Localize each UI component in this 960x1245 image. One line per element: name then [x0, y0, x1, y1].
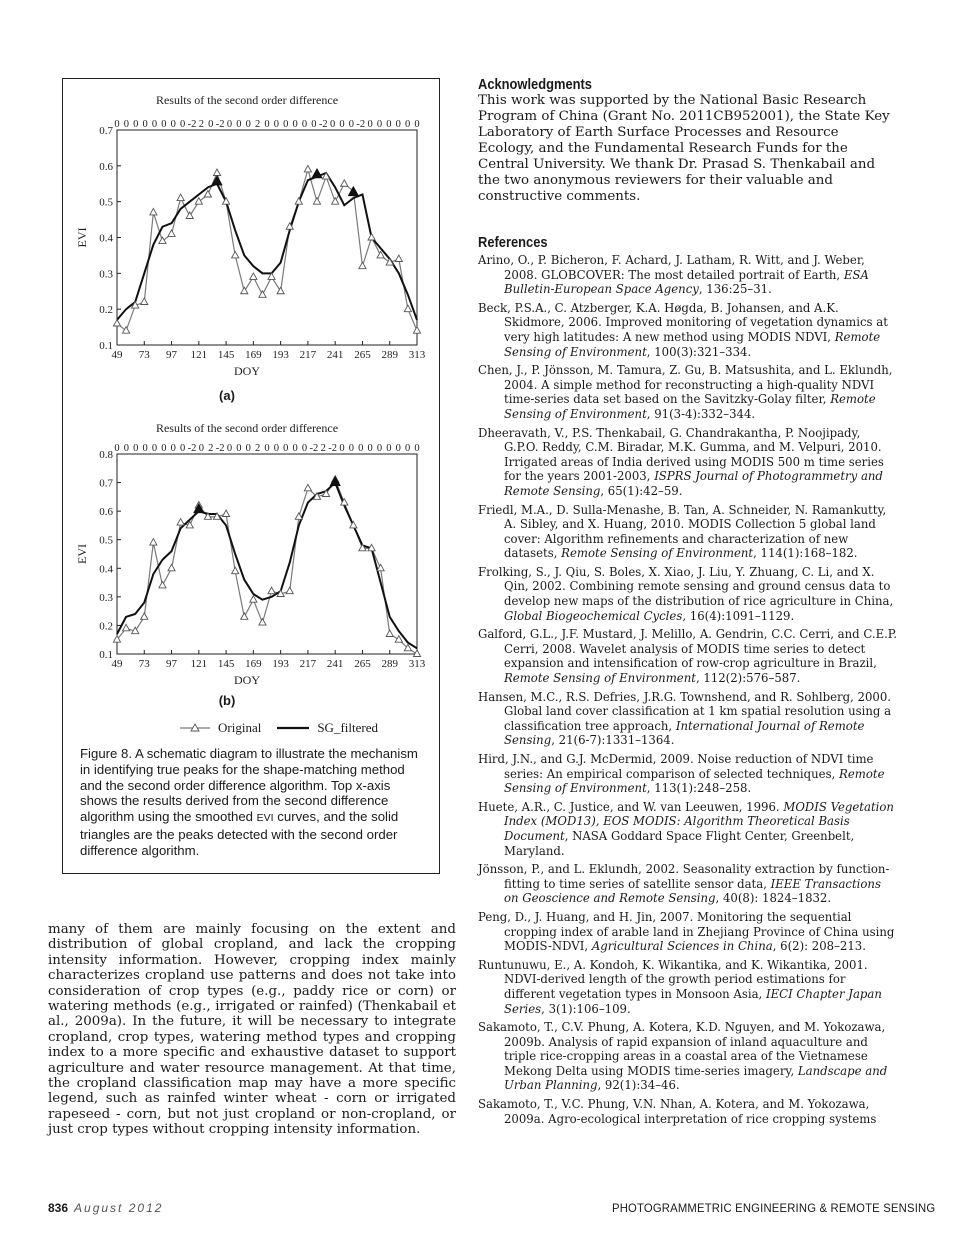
top-axis-label: 0 [395, 443, 401, 454]
top-axis-label: 0 [123, 119, 129, 130]
top-axis-label: 0 [245, 119, 251, 130]
reference-text: Runtunuwu, E., A. Kondoh, K. Wikantika, and K. Wikantika, 2001. NDVI-derived length of the growth period estimations for different vegetation types in Monsoon Asia, [478, 957, 868, 1001]
top-axis-label: 0 [170, 443, 176, 454]
chart-title: Results of the second order difference [155, 93, 339, 107]
x-tick-label: 241 [326, 658, 344, 670]
top-axis-label: 0 [236, 443, 242, 454]
panel-label-a: (a) [219, 388, 235, 403]
top-axis-label: -2 [215, 443, 225, 454]
original-point [159, 237, 166, 244]
top-axis-label: 0 [198, 443, 204, 454]
top-axis-label: 2 [320, 443, 326, 454]
original-point [359, 262, 366, 269]
top-axis-label: 0 [180, 119, 186, 130]
x-tick-label: 289 [381, 349, 398, 361]
x-tick-label: 265 [354, 658, 371, 670]
top-axis-label: 0 [376, 119, 383, 130]
y-tick-label: 0.8 [99, 449, 113, 461]
reference-volume: , 40(8): 1824–1832. [715, 891, 832, 906]
reference-item [478, 1097, 898, 1126]
top-axis-label: 0 [114, 119, 120, 130]
top-axis-label: 2 [198, 119, 204, 130]
reference-volume: , 6(2): 208–213. [772, 939, 866, 954]
reference-item [478, 862, 898, 906]
reference-text: Arino, O., P. Bicheron, F. Achard, J. Latham, R. Witt, and J. Weber, 2008. GLOBCOVER: The most detailed portrait of Earth, [478, 253, 865, 282]
top-axis-label: 0 [405, 443, 411, 454]
plot-frame [117, 454, 417, 654]
top-axis-label: 0 [414, 119, 420, 130]
reference-text: Huete, A.R., C. Justice, and W. van Leeuwen, 1996. [478, 799, 784, 814]
top-axis-label: 2 [208, 443, 214, 454]
reference-list [478, 253, 898, 1126]
x-tick-label: 49 [111, 658, 123, 670]
y-tick-label: 0.6 [99, 160, 113, 173]
x-tick-label: 241 [326, 349, 344, 361]
x-axis-label: DOY [234, 673, 260, 687]
original-point [295, 513, 302, 520]
top-axis-label: 0 [208, 119, 214, 130]
top-axis-label: -2 [187, 119, 197, 130]
top-axis-label: 0 [264, 119, 270, 130]
y-tick-label: 0.4 [99, 232, 113, 245]
top-axis-label: -2 [309, 443, 319, 454]
original-point [250, 273, 257, 280]
top-axis-label: 0 [405, 119, 411, 130]
reference-text: Hird, J.N., and G.J. McDermid, 2009. Noise reduction of NDVI time series: An empirical comparison of selected techniques, [478, 752, 874, 781]
x-tick-label: 193 [272, 349, 289, 361]
top-axis-label: 0 [142, 443, 148, 454]
original-point [259, 291, 266, 298]
reference-volume: , 112(2):576–587. [695, 671, 801, 686]
reference-journal: ESA Bulletin-European Space Agency [504, 267, 869, 297]
x-tick-label: 193 [272, 658, 289, 670]
chart-b-svg [72, 416, 432, 692]
x-tick-label: 97 [166, 658, 178, 670]
y-tick-label: 0.2 [99, 620, 113, 633]
reference-item [478, 690, 898, 748]
top-axis-label: 0 [161, 443, 167, 454]
original-point [286, 587, 293, 594]
reference-journal: Remote Sensing of Environment [504, 392, 876, 421]
series-sg-filtered-line [117, 173, 417, 320]
references-section [478, 234, 898, 1130]
top-axis-label: 0 [180, 443, 186, 454]
original-point [332, 198, 339, 205]
original-point [368, 234, 375, 241]
y-tick-label: 0.4 [99, 563, 113, 576]
original-point [141, 298, 148, 305]
original-point [395, 255, 402, 262]
legend-original-icon [180, 723, 210, 733]
x-tick-label: 121 [190, 349, 208, 361]
body-paragraph: many of them are mainly focusing on the extent and distribution of global cropland, and lack the cropping intensity information. However, cropping index mainly characterizes cropland use patterns and does not take into consideration of crop types (e.g., paddy rice or corn) or watering methods (e.g., irrigated or rainfed) (Thenkabail et al., 2009a). In the future, it will be necessary to integrate cropland, crop types, watering method types and cropping index to a more specific and exhaustive dataset to support agriculture and water resource management. At that time, the cropland classification map may have a more specific legend, such as rainfed winter wheat - corn or irrigated rapeseed - corn, but not just cropland or non-cropland, or just crop types without cropping intensity information. [48, 922, 456, 1138]
y-tick-label: 0.7 [99, 477, 113, 490]
series-sg-filtered-line [117, 483, 417, 649]
reference-journal: ISPRS Journal of Photogrammetry and Remote Sensing [504, 469, 883, 498]
top-axis-label: -2 [356, 119, 366, 130]
x-tick-label: 313 [408, 658, 426, 670]
x-tick-label: 313 [408, 349, 426, 361]
reference-text: Jönsson, P., and L. Eklundh, 2002. Seasonality extraction by function-fitting to time series of satellite sensor data, [478, 862, 890, 891]
y-tick-label: 0.3 [99, 591, 113, 604]
top-axis-label: 0 [386, 443, 392, 454]
reference-journal: Agricultural Sciences in China [591, 939, 773, 954]
original-point [150, 539, 157, 546]
reference-volume: , 21(6-7):1331–1364. [551, 733, 675, 748]
caption-evi: EVI [256, 812, 274, 825]
reference-journal: Global Biogeochemical Cycles [504, 608, 683, 623]
original-point [141, 613, 148, 620]
legend-sg-icon [277, 723, 309, 733]
original-point [122, 327, 129, 334]
chart-a [72, 88, 432, 388]
top-axis-label: 0 [358, 443, 364, 454]
top-axis-label: 0 [311, 119, 317, 130]
top-axis-label: -2 [215, 119, 225, 130]
reference-journal: International Journal of Remote Sensing [504, 718, 865, 748]
top-axis-label: 0 [367, 119, 373, 130]
top-axis-label: 0 [133, 119, 139, 130]
acknowledgments-heading: Acknowledgments [478, 76, 592, 93]
reference-text: Beck, P.S.A., C. Atzberger, K.A. Høgda, B. Johansen, and A.K. Skidmore, 2006. Improved monitoring of vegetation dynamics at very high latitudes: A new method using MODIS NDVI, [478, 300, 888, 344]
x-tick-label: 217 [299, 349, 317, 361]
chart-b [72, 416, 432, 692]
y-tick-label: 0.3 [99, 268, 113, 281]
top-axis-label: 0 [339, 443, 345, 454]
detected-peak [330, 477, 340, 486]
reference-journal: Remote Sensing of Environment [504, 766, 885, 796]
reference-item [478, 503, 898, 561]
reference-volume: , 136:25–31. [698, 282, 772, 297]
reference-volume: , 91(3-4):332–344. [646, 406, 756, 421]
top-axis-label: 0 [226, 119, 233, 130]
original-point [241, 613, 248, 620]
panel-label-b: (b) [218, 693, 236, 708]
chart-legend [180, 720, 378, 736]
top-axis-label: 0 [301, 119, 308, 130]
reference-item [478, 565, 898, 623]
original-point [204, 191, 211, 198]
original-point [404, 305, 411, 312]
y-tick-label: 0.1 [99, 649, 113, 661]
reference-text: Sakamoto, T., V.C. Phung, V.N. Nhan, A. Kotera, and M. Yokozawa, 2009a. Agro-ecological interpretation of rice cropping systems [478, 1097, 877, 1126]
original-point [268, 587, 275, 594]
top-axis-label: 0 [142, 119, 148, 130]
reference-volume: , 92(1):34–46. [597, 1078, 680, 1093]
original-point [259, 619, 266, 626]
reference-item [478, 426, 898, 499]
original-point [341, 180, 348, 187]
top-axis-label: 0 [339, 119, 345, 130]
reference-volume: , 114(1):168–182. [753, 546, 858, 561]
reference-journal: IECI Chapter Japan Series [504, 986, 882, 1016]
reference-text: Galford, G.L., J.F. Mustard, J. Melillo, A. Gendrin, C.C. Cerri, and C.E.P. Cerri, 2008. Wavelet analysis of MODIS time series to detect expansion and intensification of row-crop agriculture in Brazil, [478, 627, 898, 671]
y-axis-label: EVI [75, 227, 89, 248]
original-point [304, 165, 311, 172]
y-tick-label: 0.2 [99, 304, 113, 317]
original-point [122, 624, 129, 631]
original-point [395, 636, 402, 643]
x-tick-label: 145 [217, 349, 235, 361]
top-axis-label: 0 [123, 443, 129, 454]
original-point [150, 208, 157, 215]
reference-journal: IEEE Transactions on Geoscience and Remote Sensing [504, 876, 881, 906]
top-axis-label: 0 [273, 443, 279, 454]
x-tick-label: 49 [111, 349, 123, 361]
top-axis-label: 0 [151, 443, 158, 454]
x-tick-label: 169 [245, 658, 262, 670]
references-heading: References [478, 234, 548, 251]
x-tick-label: 145 [217, 658, 235, 670]
original-point [313, 198, 320, 205]
reference-item [478, 363, 898, 421]
top-axis-label: 0 [348, 119, 354, 130]
x-tick-label: 169 [245, 349, 262, 361]
top-axis-label: 0 [170, 119, 176, 130]
original-point [177, 519, 184, 526]
original-point [222, 510, 229, 517]
reference-volume: , 3(1):106–109. [541, 1001, 631, 1016]
reference-volume: , 113(1):248–258. [646, 781, 752, 796]
y-tick-label: 0.7 [99, 125, 113, 137]
series-original-line [117, 169, 417, 330]
original-point [350, 521, 357, 528]
reference-item [478, 958, 898, 1016]
reference-item [478, 1020, 898, 1093]
reference-text: Sakamoto, T., C.V. Phung, A. Kotera, K.D. Nguyen, and M. Yokozawa, 2009b. Analysis of rapid expansion of inland aquaculture and triple rice-cropping areas in a coastal area of the Vietnamese Mekong Delta using MODIS time-series imagery, [478, 1020, 886, 1078]
reference-journal: Landscape and Urban Planning [504, 1063, 888, 1093]
reference-journal: Remote Sensing of Environment [504, 329, 881, 359]
reference-volume: , NASA Goddard Space Flight Center, Greenbelt, Maryland. [504, 828, 855, 858]
original-point [168, 564, 175, 571]
reference-text: Peng, D., J. Huang, and H. Jin, 2007. Monitoring the sequential cropping index of arable land in Zhejiang Province of China using MODIS-NDVI, [478, 909, 895, 954]
reference-item [478, 752, 898, 796]
x-tick-label: 73 [138, 658, 150, 670]
original-point [232, 567, 239, 574]
original-point [304, 484, 311, 491]
caption-text: Figure 8. A schematic diagram to illustrate the mechanism in identifying true peaks for the shape-matching method and the second order difference algorithm. Top x-axis shows the results derived from the second difference algorithm using the smoothed [80, 746, 418, 825]
reference-text: Chen, J., P. Jönsson, M. Tamura, Z. Gu, B. Matsushita, and L. Eklundh, 2004. A simple method for reconstructing a high-quality NDVI time-series data set based on the Savitzky-Golay filter, [478, 363, 893, 407]
top-axis-label: -2 [187, 443, 197, 454]
reference-volume: , 16(4):1091–1129. [682, 608, 795, 623]
reference-text: Friedl, M.A., D. Sulla-Menashe, B. Tan, A. Schneider, N. Ramankutty, A. Sibley, and X. Huang, 2010. MODIS Collection 5 global land cover: Algorithm refinements and characterization of new datasets, [478, 502, 887, 561]
reference-text: Dheeravath, V., P.S. Thenkabail, G. Chandrakantha, P. Noojipady, G.P.O. Reddy, C.M. Biradar, M.K. Gumma, and M. Velpuri, 2010. Irrigated areas of India derived using MODIS 500 m time series for the years 2001-2003, [478, 425, 884, 484]
original-point [386, 630, 393, 637]
top-axis-label: -2 [328, 443, 337, 454]
top-axis-label: -2 [318, 119, 328, 130]
issue-date: August 2012 [74, 1201, 164, 1215]
top-axis-label: 0 [245, 443, 251, 454]
reference-item [478, 253, 898, 297]
caption-text-tail: curves, and the solid triangles are the peaks detected with the second order difference algorithm. [80, 809, 399, 858]
top-axis-label: 0 [264, 443, 270, 454]
y-axis-label: EVI [75, 544, 89, 564]
reference-item [478, 800, 898, 858]
series-original-line [117, 480, 417, 654]
reference-journal: Remote Sensing of Environment [504, 671, 696, 686]
reference-item [478, 301, 898, 359]
x-tick-label: 121 [190, 658, 208, 670]
page-footer-left [48, 1201, 163, 1215]
acknowledgments-text: This work was supported by the National Basic Research Program of China (Grant No. 2011CB952001), the State Key Laboratory of Earth Surface Processes and Resource Ecology, and the Fundamental Research Funds for the Central University. We thank Dr. Prasad S. Thenkabail and the two anonymous reviewers for their valuable and constructive comments. [478, 93, 890, 204]
reference-journal: Remote Sensing of Environment [561, 546, 754, 561]
x-tick-label: 217 [299, 658, 317, 670]
top-axis-label: 0 [283, 443, 289, 454]
top-axis-label: 0 [161, 119, 167, 130]
top-axis-label: 0 [386, 119, 392, 130]
y-tick-label: 0.1 [99, 340, 113, 352]
top-axis-label: 0 [395, 119, 401, 130]
top-axis-label: 0 [236, 119, 242, 130]
original-point [413, 650, 420, 657]
y-tick-label: 0.6 [99, 506, 113, 519]
original-point [195, 198, 202, 205]
x-tick-label: 265 [354, 349, 371, 361]
top-axis-label: 0 [414, 443, 420, 454]
detected-peak [312, 169, 322, 178]
reference-volume: , 65(1):42–59. [600, 483, 683, 498]
top-axis-label: 0 [151, 119, 158, 130]
original-point [168, 230, 175, 237]
original-point [159, 581, 166, 588]
legend-sg-label: SG_filtered [317, 720, 378, 735]
legend-original-label: Original [218, 720, 262, 735]
reference-journal: MODIS Vegetation Index (MOD13), EOS MODIS: Algorithm Theoretical Basis Document [504, 799, 894, 843]
x-tick-label: 289 [381, 658, 398, 670]
reference-item [478, 627, 898, 685]
original-point [113, 320, 120, 327]
top-axis-label: 0 [273, 119, 279, 130]
page-number: 836 [48, 1201, 69, 1215]
top-axis-label: 0 [367, 443, 373, 454]
reference-item [478, 910, 898, 954]
journal-name: PHOTOGRAMMETRIC ENGINEERING & REMOTE SENSING [612, 1201, 936, 1215]
acknowledgments-section [478, 76, 898, 205]
top-axis-label: 0 [348, 443, 354, 454]
reference-text: Frolking, S., J. Qiu, S. Boles, X. Xiao, J. Liu, Y. Zhuang, C. Li, and X. Qin, 2002. Combining remote sensing and ground census data to develop new maps of the distribution of rice agriculture in China, [478, 564, 894, 609]
figure-caption [80, 746, 425, 859]
chart-title: Results of the second order difference [155, 421, 339, 435]
top-axis-label: 2 [255, 443, 261, 454]
x-axis-label: DOY [234, 364, 260, 378]
top-axis-label: 2 [255, 119, 261, 130]
reference-text: Hansen, M.C., R.S. Defries, J.R.G. Townshend, and R. Sohlberg, 2000. Global land cover classification at 1 km spatial resolution using a classification tree approach, [478, 689, 892, 733]
original-point [413, 327, 420, 334]
top-axis-label: 0 [133, 443, 139, 454]
y-tick-label: 0.5 [99, 534, 113, 547]
top-axis-label: 0 [292, 443, 298, 454]
x-tick-label: 97 [166, 349, 178, 361]
top-axis-label: 0 [114, 443, 120, 454]
top-axis-label: 0 [330, 119, 336, 130]
chart-a-svg [72, 88, 432, 388]
original-point [232, 251, 239, 258]
original-point [213, 169, 220, 176]
original-point [295, 198, 302, 205]
original-point [377, 564, 384, 571]
original-point [177, 194, 184, 201]
top-axis-label: 0 [283, 119, 289, 130]
top-axis-label: 0 [376, 443, 383, 454]
x-tick-label: 73 [138, 349, 150, 361]
top-axis-label: 0 [292, 119, 298, 130]
y-tick-label: 0.5 [99, 196, 113, 209]
reference-volume: , 100(3):321–334. [646, 344, 752, 359]
top-axis-label: 0 [301, 443, 308, 454]
top-axis-label: 0 [226, 443, 233, 454]
